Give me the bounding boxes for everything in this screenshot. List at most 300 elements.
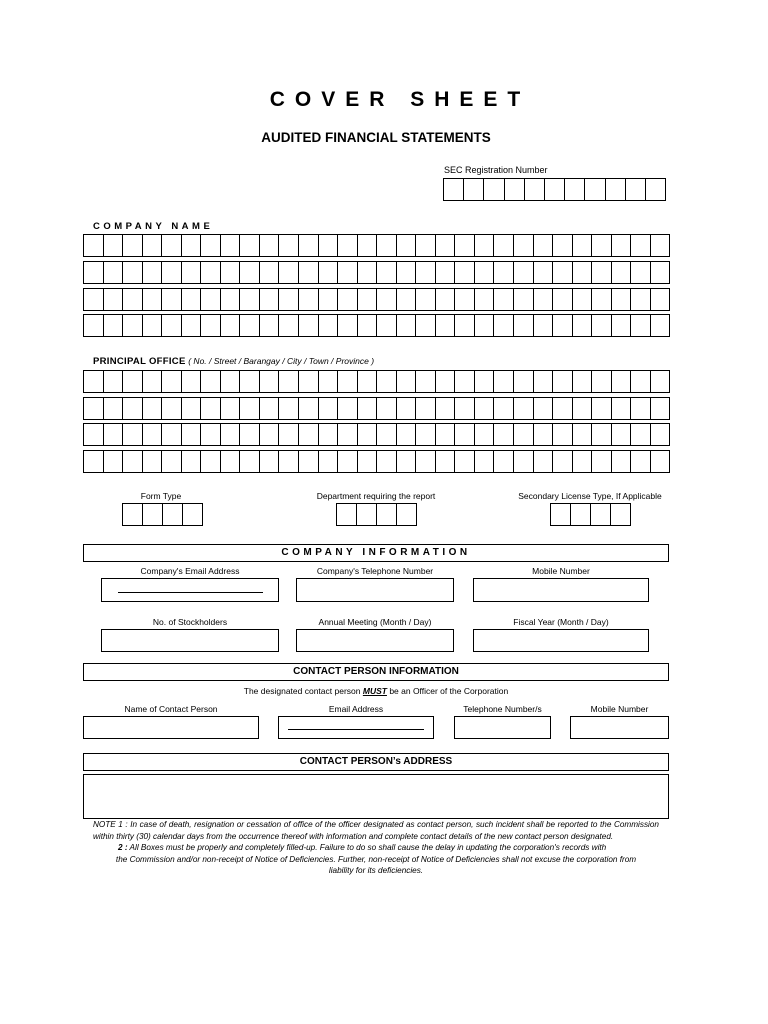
- char-box[interactable]: [630, 423, 651, 446]
- char-box[interactable]: [298, 261, 319, 284]
- char-box[interactable]: [474, 261, 495, 284]
- char-box[interactable]: [474, 450, 495, 473]
- company-telephone-field[interactable]: [296, 578, 454, 602]
- char-box[interactable]: [611, 450, 632, 473]
- char-box[interactable]: [376, 397, 397, 420]
- char-box[interactable]: [161, 423, 182, 446]
- char-box[interactable]: [435, 314, 456, 337]
- contact-mobile-field[interactable]: [570, 716, 669, 739]
- char-box[interactable]: [591, 261, 612, 284]
- char-box[interactable]: [220, 314, 241, 337]
- char-box[interactable]: [552, 314, 573, 337]
- company-name-row-3[interactable]: [83, 288, 669, 311]
- char-box[interactable]: [161, 314, 182, 337]
- char-box[interactable]: [474, 370, 495, 393]
- char-box[interactable]: [630, 450, 651, 473]
- char-box[interactable]: [357, 314, 378, 337]
- char-box[interactable]: [337, 450, 358, 473]
- char-box[interactable]: [142, 397, 163, 420]
- char-box[interactable]: [454, 370, 475, 393]
- fiscal-year-field[interactable]: [473, 629, 649, 652]
- char-box[interactable]: [474, 288, 495, 311]
- char-box[interactable]: [572, 234, 593, 257]
- char-box[interactable]: [611, 423, 632, 446]
- char-box[interactable]: [83, 314, 104, 337]
- char-box[interactable]: [454, 450, 475, 473]
- char-box[interactable]: [454, 314, 475, 337]
- char-box[interactable]: [239, 234, 260, 257]
- char-box[interactable]: [435, 288, 456, 311]
- char-box[interactable]: [564, 178, 585, 201]
- char-box[interactable]: [396, 503, 417, 526]
- char-box[interactable]: [611, 261, 632, 284]
- char-box[interactable]: [591, 397, 612, 420]
- char-box[interactable]: [396, 397, 417, 420]
- char-box[interactable]: [376, 288, 397, 311]
- char-box[interactable]: [552, 423, 573, 446]
- char-box[interactable]: [122, 261, 143, 284]
- char-box[interactable]: [415, 370, 436, 393]
- char-box[interactable]: [396, 450, 417, 473]
- char-box[interactable]: [630, 261, 651, 284]
- char-box[interactable]: [396, 314, 417, 337]
- char-box[interactable]: [278, 397, 299, 420]
- contact-name-field[interactable]: [83, 716, 259, 739]
- contact-email-field[interactable]: [278, 716, 434, 739]
- char-box[interactable]: [103, 450, 124, 473]
- char-box[interactable]: [337, 423, 358, 446]
- char-box[interactable]: [103, 234, 124, 257]
- char-box[interactable]: [533, 397, 554, 420]
- contact-name-label: Name of Contact Person: [124, 704, 218, 714]
- char-box[interactable]: [83, 397, 104, 420]
- char-box[interactable]: [298, 288, 319, 311]
- char-box[interactable]: [122, 370, 143, 393]
- company-email-label: Company's Email Address: [140, 566, 240, 576]
- char-box[interactable]: [605, 178, 626, 201]
- char-box[interactable]: [278, 370, 299, 393]
- char-box[interactable]: [357, 397, 378, 420]
- char-box[interactable]: [220, 423, 241, 446]
- principal-office-title: PRINCIPAL OFFICE: [93, 356, 186, 367]
- char-box[interactable]: [259, 450, 280, 473]
- char-box[interactable]: [259, 234, 280, 257]
- char-box[interactable]: [650, 261, 671, 284]
- char-box[interactable]: [161, 450, 182, 473]
- char-box[interactable]: [454, 423, 475, 446]
- char-box[interactable]: [396, 423, 417, 446]
- fiscal-year-label: Fiscal Year (Month / Day): [513, 617, 609, 627]
- note-2-line-1: [93, 842, 659, 854]
- char-box[interactable]: [161, 288, 182, 311]
- char-box[interactable]: [182, 503, 203, 526]
- char-box[interactable]: [435, 397, 456, 420]
- char-box[interactable]: [463, 178, 484, 201]
- char-box[interactable]: [357, 423, 378, 446]
- char-box[interactable]: [103, 261, 124, 284]
- char-box[interactable]: [552, 234, 573, 257]
- char-box[interactable]: [103, 370, 124, 393]
- char-box[interactable]: [435, 370, 456, 393]
- char-box[interactable]: [630, 288, 651, 311]
- char-box[interactable]: [318, 397, 339, 420]
- char-box[interactable]: [591, 423, 612, 446]
- char-box[interactable]: [645, 178, 666, 201]
- char-box[interactable]: [318, 234, 339, 257]
- char-box[interactable]: [278, 261, 299, 284]
- char-box[interactable]: [376, 261, 397, 284]
- company-telephone-label: Company's Telephone Number: [316, 566, 434, 576]
- char-box[interactable]: [259, 397, 280, 420]
- char-box[interactable]: [318, 450, 339, 473]
- char-box[interactable]: [415, 314, 436, 337]
- char-box[interactable]: [630, 234, 651, 257]
- char-box[interactable]: [239, 314, 260, 337]
- char-box[interactable]: [278, 288, 299, 311]
- char-box[interactable]: [142, 261, 163, 284]
- char-box[interactable]: [357, 370, 378, 393]
- char-box[interactable]: [298, 397, 319, 420]
- char-box[interactable]: [533, 450, 554, 473]
- char-box[interactable]: [220, 370, 241, 393]
- char-box[interactable]: [200, 288, 221, 311]
- principal-office-row-1[interactable]: [83, 370, 669, 393]
- char-box[interactable]: [454, 397, 475, 420]
- char-box[interactable]: [493, 450, 514, 473]
- char-box[interactable]: [630, 397, 651, 420]
- char-box[interactable]: [610, 503, 631, 526]
- note-2-text: All Boxes must be properly and completely filled-up. Failure to do so shall cause the delay in updating the corporation's records with: [127, 843, 607, 852]
- char-box[interactable]: [122, 450, 143, 473]
- company-name-row-2[interactable]: [83, 261, 669, 284]
- principal-office-row-4[interactable]: [83, 450, 669, 473]
- char-box[interactable]: [337, 370, 358, 393]
- char-box[interactable]: [572, 261, 593, 284]
- char-box[interactable]: [181, 234, 202, 257]
- char-box[interactable]: [611, 370, 632, 393]
- char-box[interactable]: [513, 314, 534, 337]
- char-box[interactable]: [200, 370, 221, 393]
- char-box[interactable]: [298, 234, 319, 257]
- char-box[interactable]: [650, 288, 671, 311]
- char-box[interactable]: [259, 370, 280, 393]
- char-box[interactable]: [122, 234, 143, 257]
- char-box[interactable]: [570, 503, 591, 526]
- char-box[interactable]: [533, 288, 554, 311]
- char-box[interactable]: [533, 423, 554, 446]
- char-box[interactable]: [396, 234, 417, 257]
- contact-address-field[interactable]: [83, 774, 669, 819]
- char-box[interactable]: [103, 397, 124, 420]
- note-2-number: 2 :: [118, 843, 128, 852]
- char-box[interactable]: [572, 314, 593, 337]
- char-box[interactable]: [122, 288, 143, 311]
- char-box[interactable]: [493, 261, 514, 284]
- char-box[interactable]: [650, 314, 671, 337]
- char-box[interactable]: [591, 450, 612, 473]
- char-box[interactable]: [524, 178, 545, 201]
- char-box[interactable]: [200, 261, 221, 284]
- char-box[interactable]: [83, 370, 104, 393]
- char-box[interactable]: [396, 288, 417, 311]
- char-box[interactable]: [376, 314, 397, 337]
- char-box[interactable]: [298, 423, 319, 446]
- secondary-license-boxes[interactable]: [550, 503, 630, 526]
- char-box[interactable]: [220, 261, 241, 284]
- char-box[interactable]: [298, 314, 319, 337]
- char-box[interactable]: [142, 234, 163, 257]
- char-box[interactable]: [611, 397, 632, 420]
- contact-address-header: CONTACT PERSON’s ADDRESS: [83, 753, 669, 771]
- char-box[interactable]: [630, 314, 651, 337]
- company-name-row-4[interactable]: [83, 314, 669, 337]
- char-box[interactable]: [584, 178, 605, 201]
- char-box[interactable]: [396, 261, 417, 284]
- char-box[interactable]: [504, 178, 525, 201]
- char-box[interactable]: [493, 314, 514, 337]
- char-box[interactable]: [513, 370, 534, 393]
- char-box[interactable]: [161, 234, 182, 257]
- char-box[interactable]: [336, 503, 357, 526]
- char-box[interactable]: [298, 370, 319, 393]
- char-box[interactable]: [239, 261, 260, 284]
- char-box[interactable]: [591, 234, 612, 257]
- char-box[interactable]: [650, 234, 671, 257]
- principal-office-row-2[interactable]: [83, 397, 669, 420]
- char-box[interactable]: [122, 397, 143, 420]
- char-box[interactable]: [474, 314, 495, 337]
- char-box[interactable]: [533, 261, 554, 284]
- char-box[interactable]: [318, 261, 339, 284]
- char-box[interactable]: [239, 288, 260, 311]
- char-box[interactable]: [239, 370, 260, 393]
- char-box[interactable]: [83, 450, 104, 473]
- char-box[interactable]: [376, 234, 397, 257]
- annual-meeting-field[interactable]: [296, 629, 454, 652]
- department-boxes[interactable]: [336, 503, 416, 526]
- secondary-license-label: Secondary License Type, If Applicable: [518, 491, 662, 501]
- char-box[interactable]: [611, 288, 632, 311]
- char-box[interactable]: [142, 423, 163, 446]
- char-box[interactable]: [298, 450, 319, 473]
- char-box[interactable]: [552, 450, 573, 473]
- char-box[interactable]: [181, 288, 202, 311]
- sec-registration-boxes[interactable]: [443, 178, 665, 201]
- char-box[interactable]: [318, 314, 339, 337]
- char-box[interactable]: [533, 370, 554, 393]
- char-box[interactable]: [625, 178, 646, 201]
- char-box[interactable]: [357, 450, 378, 473]
- char-box[interactable]: [493, 370, 514, 393]
- char-box[interactable]: [103, 423, 124, 446]
- char-box[interactable]: [259, 288, 280, 311]
- char-box[interactable]: [220, 450, 241, 473]
- char-box[interactable]: [142, 370, 163, 393]
- char-box[interactable]: [357, 234, 378, 257]
- char-box[interactable]: [200, 397, 221, 420]
- char-box[interactable]: [396, 370, 417, 393]
- char-box[interactable]: [356, 503, 377, 526]
- char-box[interactable]: [142, 288, 163, 311]
- char-box[interactable]: [220, 397, 241, 420]
- char-box[interactable]: [161, 370, 182, 393]
- char-box[interactable]: [220, 288, 241, 311]
- char-box[interactable]: [318, 423, 339, 446]
- char-box[interactable]: [415, 234, 436, 257]
- char-box[interactable]: [278, 423, 299, 446]
- char-box[interactable]: [376, 370, 397, 393]
- char-box[interactable]: [376, 423, 397, 446]
- char-box[interactable]: [572, 370, 593, 393]
- char-box[interactable]: [550, 503, 571, 526]
- char-box[interactable]: [318, 370, 339, 393]
- char-box[interactable]: [552, 370, 573, 393]
- char-box[interactable]: [650, 397, 671, 420]
- char-box[interactable]: [435, 234, 456, 257]
- page-subtitle: AUDITED FINANCIAL STATEMENTS: [261, 130, 491, 145]
- char-box[interactable]: [493, 423, 514, 446]
- char-box[interactable]: [474, 234, 495, 257]
- char-box[interactable]: [181, 370, 202, 393]
- char-box[interactable]: [415, 261, 436, 284]
- char-box[interactable]: [611, 314, 632, 337]
- char-box[interactable]: [337, 261, 358, 284]
- char-box[interactable]: [650, 423, 671, 446]
- char-box[interactable]: [611, 234, 632, 257]
- char-box[interactable]: [415, 397, 436, 420]
- char-box[interactable]: [552, 288, 573, 311]
- char-box[interactable]: [435, 423, 456, 446]
- char-box[interactable]: [415, 288, 436, 311]
- char-box[interactable]: [454, 288, 475, 311]
- char-box[interactable]: [513, 397, 534, 420]
- char-box[interactable]: [337, 314, 358, 337]
- char-box[interactable]: [278, 234, 299, 257]
- char-box[interactable]: [318, 288, 339, 311]
- char-box[interactable]: [513, 423, 534, 446]
- char-box[interactable]: [337, 234, 358, 257]
- contact-telephone-field[interactable]: [454, 716, 551, 739]
- char-box[interactable]: [357, 288, 378, 311]
- char-box[interactable]: [83, 288, 104, 311]
- char-box[interactable]: [552, 397, 573, 420]
- char-box[interactable]: [200, 234, 221, 257]
- char-box[interactable]: [200, 314, 221, 337]
- char-box[interactable]: [443, 178, 464, 201]
- char-box[interactable]: [591, 288, 612, 311]
- contact-note-post: be an Officer of the Corporation: [386, 686, 509, 696]
- char-box[interactable]: [200, 423, 221, 446]
- char-box[interactable]: [181, 314, 202, 337]
- char-box[interactable]: [122, 314, 143, 337]
- char-box[interactable]: [474, 397, 495, 420]
- char-box[interactable]: [435, 261, 456, 284]
- char-box[interactable]: [200, 450, 221, 473]
- char-box[interactable]: [591, 370, 612, 393]
- char-box[interactable]: [337, 288, 358, 311]
- char-box[interactable]: [161, 397, 182, 420]
- char-box[interactable]: [493, 397, 514, 420]
- stockholders-field[interactable]: [101, 629, 279, 652]
- char-box[interactable]: [239, 450, 260, 473]
- char-box[interactable]: [591, 314, 612, 337]
- char-box[interactable]: [454, 234, 475, 257]
- char-box[interactable]: [376, 450, 397, 473]
- char-box[interactable]: [544, 178, 565, 201]
- char-box[interactable]: [83, 423, 104, 446]
- char-box[interactable]: [181, 261, 202, 284]
- char-box[interactable]: [493, 288, 514, 311]
- char-box[interactable]: [181, 397, 202, 420]
- char-box[interactable]: [376, 503, 397, 526]
- char-box[interactable]: [513, 288, 534, 311]
- company-mobile-field[interactable]: [473, 578, 649, 602]
- char-box[interactable]: [630, 370, 651, 393]
- char-box[interactable]: [483, 178, 504, 201]
- char-box[interactable]: [572, 423, 593, 446]
- char-box[interactable]: [239, 423, 260, 446]
- char-box[interactable]: [650, 370, 671, 393]
- char-box[interactable]: [259, 314, 280, 337]
- char-box[interactable]: [162, 503, 183, 526]
- principal-office-row-3[interactable]: [83, 423, 669, 446]
- char-box[interactable]: [161, 261, 182, 284]
- char-box[interactable]: [435, 450, 456, 473]
- contact-email-underline: [288, 729, 424, 730]
- char-box[interactable]: [572, 397, 593, 420]
- char-box[interactable]: [278, 450, 299, 473]
- char-box[interactable]: [103, 314, 124, 337]
- char-box[interactable]: [142, 503, 163, 526]
- char-box[interactable]: [533, 234, 554, 257]
- char-box[interactable]: [259, 261, 280, 284]
- char-box[interactable]: [572, 450, 593, 473]
- note-2-line-2: the Commission and/or non-receipt of Notice of Deficiencies. Further, non-receipt of Notice of Deficiencies shall not excuse the corporation from: [115, 854, 637, 864]
- char-box[interactable]: [278, 314, 299, 337]
- char-box[interactable]: [415, 450, 436, 473]
- char-box[interactable]: [142, 450, 163, 473]
- company-email-field[interactable]: [101, 578, 279, 602]
- char-box[interactable]: [474, 423, 495, 446]
- char-box[interactable]: [493, 234, 514, 257]
- char-box[interactable]: [415, 423, 436, 446]
- company-name-row-1[interactable]: [83, 234, 669, 257]
- char-box[interactable]: [357, 261, 378, 284]
- char-box[interactable]: [337, 397, 358, 420]
- char-box[interactable]: [552, 261, 573, 284]
- char-box[interactable]: [650, 450, 671, 473]
- char-box[interactable]: [83, 261, 104, 284]
- char-box[interactable]: [239, 397, 260, 420]
- char-box[interactable]: [103, 288, 124, 311]
- char-box[interactable]: [122, 503, 143, 526]
- char-box[interactable]: [83, 234, 104, 257]
- char-box[interactable]: [513, 234, 534, 257]
- char-box[interactable]: [259, 423, 280, 446]
- char-box[interactable]: [181, 423, 202, 446]
- char-box[interactable]: [513, 450, 534, 473]
- char-box[interactable]: [513, 261, 534, 284]
- char-box[interactable]: [122, 423, 143, 446]
- char-box[interactable]: [220, 234, 241, 257]
- char-box[interactable]: [142, 314, 163, 337]
- form-type-boxes[interactable]: [122, 503, 202, 526]
- char-box[interactable]: [590, 503, 611, 526]
- char-box[interactable]: [181, 450, 202, 473]
- char-box[interactable]: [572, 288, 593, 311]
- char-box[interactable]: [454, 261, 475, 284]
- char-box[interactable]: [533, 314, 554, 337]
